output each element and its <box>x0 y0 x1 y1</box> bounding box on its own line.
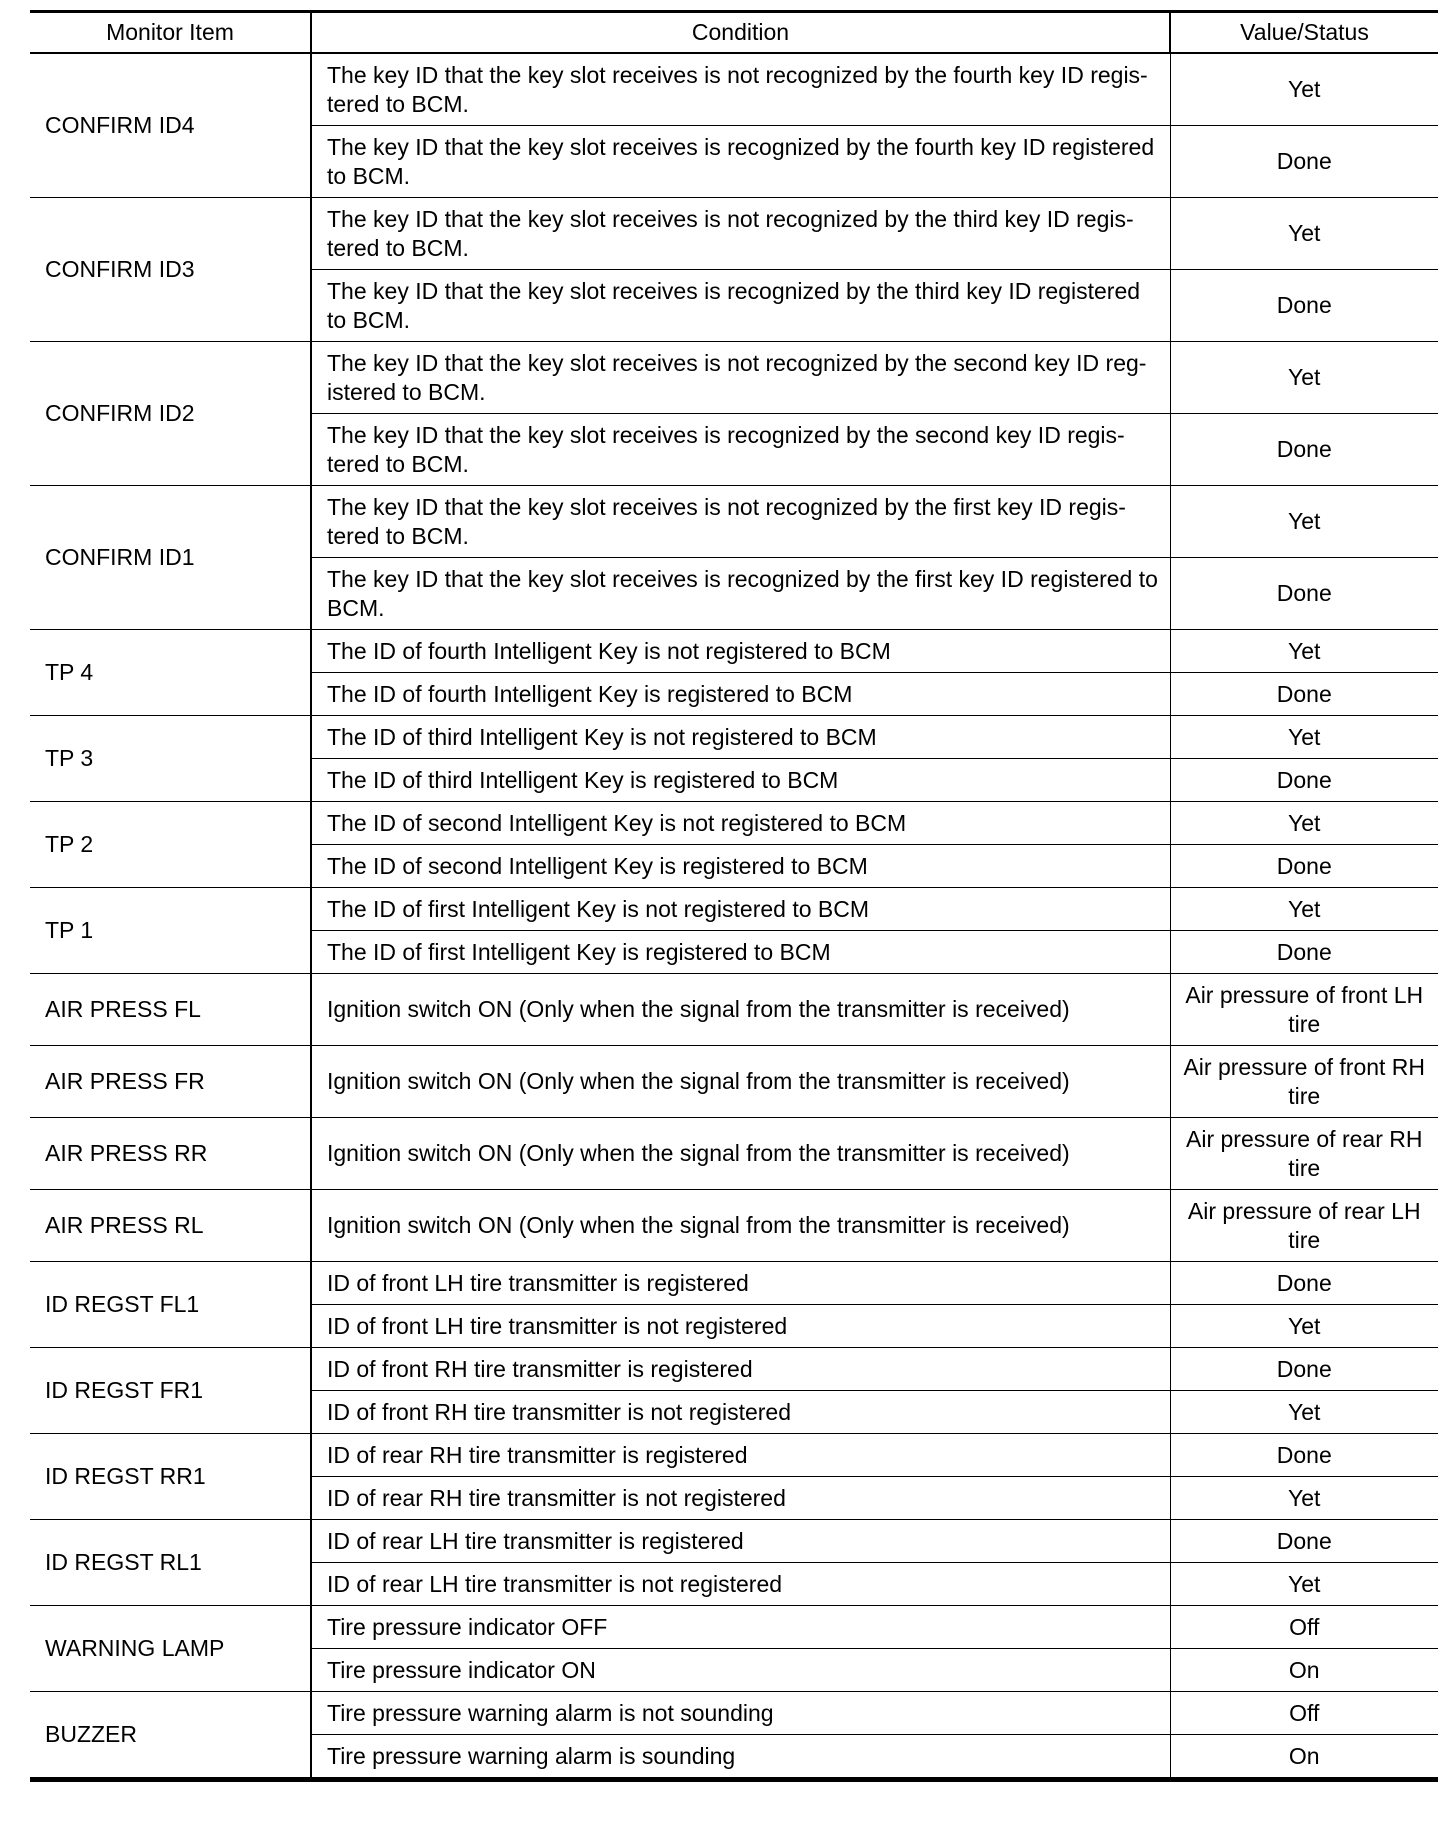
monitor-item-cell: AIR PRESS FR <box>30 1046 311 1118</box>
value-status-cell: Done <box>1170 558 1438 630</box>
value-status-cell: Done <box>1170 414 1438 486</box>
table-row <box>30 198 1438 270</box>
condition-cell: ID of rear LH tire transmitter is not registered <box>311 1563 1170 1606</box>
condition-cell: The key ID that the key slot receives is not recognized by the fourth key ID regis-tered to BCM. <box>311 53 1170 126</box>
monitor-item-cell: AIR PRESS RL <box>30 1190 311 1262</box>
monitor-item-cell: CONFIRM ID4 <box>30 53 311 198</box>
value-status-cell: Yet <box>1170 716 1438 759</box>
condition-cell: ID of rear RH tire transmitter is not registered <box>311 1477 1170 1520</box>
condition-cell: Tire pressure warning alarm is sounding <box>311 1735 1170 1780</box>
monitor-item-cell: AIR PRESS RR <box>30 1118 311 1190</box>
table-row <box>30 1434 1438 1477</box>
value-status-cell: Yet <box>1170 342 1438 414</box>
value-status-cell: Yet <box>1170 486 1438 558</box>
table-row <box>30 486 1438 558</box>
table-row <box>30 1046 1438 1118</box>
table-row <box>30 1692 1438 1735</box>
condition-cell: The ID of first Intelligent Key is not registered to BCM <box>311 888 1170 931</box>
value-status-cell: Air pressure of front LH tire <box>1170 974 1438 1046</box>
value-status-cell: Yet <box>1170 1477 1438 1520</box>
value-status-cell: Off <box>1170 1692 1438 1735</box>
value-status-cell: Yet <box>1170 802 1438 845</box>
table-row <box>30 716 1438 759</box>
monitor-item-cell: TP 1 <box>30 888 311 974</box>
monitor-item-cell: ID REGST FR1 <box>30 1348 311 1434</box>
value-status-cell: Yet <box>1170 888 1438 931</box>
value-status-cell: Done <box>1170 126 1438 198</box>
value-status-cell: Done <box>1170 1348 1438 1391</box>
condition-cell: Ignition switch ON (Only when the signal from the transmitter is received) <box>311 974 1170 1046</box>
value-status-cell: Done <box>1170 270 1438 342</box>
condition-cell: Tire pressure indicator OFF <box>311 1606 1170 1649</box>
condition-cell: Ignition switch ON (Only when the signal from the transmitter is received) <box>311 1046 1170 1118</box>
table-row <box>30 802 1438 845</box>
monitor-item-cell: CONFIRM ID1 <box>30 486 311 630</box>
value-status-cell: Air pressure of rear LH tire <box>1170 1190 1438 1262</box>
value-status-cell: Done <box>1170 1434 1438 1477</box>
condition-cell: The key ID that the key slot receives is not recognized by the first key ID regis-tered to BCM. <box>311 486 1170 558</box>
condition-cell: ID of front RH tire transmitter is registered <box>311 1348 1170 1391</box>
value-status-cell: Yet <box>1170 630 1438 673</box>
table-header-row <box>30 12 1438 54</box>
monitor-item-cell: WARNING LAMP <box>30 1606 311 1692</box>
value-status-cell: Yet <box>1170 53 1438 126</box>
monitor-item-cell: TP 3 <box>30 716 311 802</box>
table-row <box>30 974 1438 1046</box>
table-row <box>30 53 1438 126</box>
value-status-cell: On <box>1170 1735 1438 1780</box>
condition-cell: Tire pressure warning alarm is not sounding <box>311 1692 1170 1735</box>
table-row <box>30 342 1438 414</box>
monitor-item-table <box>30 10 1438 1782</box>
condition-cell: The key ID that the key slot receives is recognized by the third key ID registered to BCM. <box>311 270 1170 342</box>
header-value-status: Value/Status <box>1170 12 1438 54</box>
condition-cell: The key ID that the key slot receives is recognized by the second key ID regis-tered to BCM. <box>311 414 1170 486</box>
monitor-item-cell: ID REGST FL1 <box>30 1262 311 1348</box>
condition-cell: Ignition switch ON (Only when the signal from the transmitter is received) <box>311 1118 1170 1190</box>
value-status-cell: Yet <box>1170 198 1438 270</box>
value-status-cell: Done <box>1170 673 1438 716</box>
condition-cell: The ID of fourth Intelligent Key is not registered to BCM <box>311 630 1170 673</box>
value-status-cell: Air pressure of front RH tire <box>1170 1046 1438 1118</box>
value-status-cell: Done <box>1170 931 1438 974</box>
table-row <box>30 1190 1438 1262</box>
value-status-cell: Done <box>1170 759 1438 802</box>
monitor-item-cell: ID REGST RL1 <box>30 1520 311 1606</box>
table-row <box>30 630 1438 673</box>
table-row <box>30 888 1438 931</box>
condition-cell: The ID of third Intelligent Key is registered to BCM <box>311 759 1170 802</box>
condition-cell: ID of rear LH tire transmitter is registered <box>311 1520 1170 1563</box>
condition-cell: The key ID that the key slot receives is not recognized by the second key ID reg-istered to BCM. <box>311 342 1170 414</box>
header-condition: Condition <box>311 12 1170 54</box>
table-row <box>30 1606 1438 1649</box>
monitor-item-cell: CONFIRM ID3 <box>30 198 311 342</box>
table-row <box>30 1348 1438 1391</box>
condition-cell: The ID of first Intelligent Key is registered to BCM <box>311 931 1170 974</box>
value-status-cell: Yet <box>1170 1305 1438 1348</box>
monitor-item-cell: TP 4 <box>30 630 311 716</box>
value-status-cell: Off <box>1170 1606 1438 1649</box>
monitor-item-cell: AIR PRESS FL <box>30 974 311 1046</box>
table-row <box>30 1262 1438 1305</box>
condition-cell: The key ID that the key slot receives is recognized by the first key ID registered to BCM. <box>311 558 1170 630</box>
condition-cell: The ID of third Intelligent Key is not registered to BCM <box>311 716 1170 759</box>
condition-cell: The key ID that the key slot receives is recognized by the fourth key ID registered to BCM. <box>311 126 1170 198</box>
condition-cell: Tire pressure indicator ON <box>311 1649 1170 1692</box>
value-status-cell: Done <box>1170 1520 1438 1563</box>
value-status-cell: Yet <box>1170 1391 1438 1434</box>
value-status-cell: Yet <box>1170 1563 1438 1606</box>
monitor-item-cell: CONFIRM ID2 <box>30 342 311 486</box>
header-monitor-item: Monitor Item <box>30 12 311 54</box>
table-body <box>30 53 1438 1780</box>
condition-cell: Ignition switch ON (Only when the signal from the transmitter is received) <box>311 1190 1170 1262</box>
value-status-cell: Done <box>1170 845 1438 888</box>
table-row <box>30 1520 1438 1563</box>
condition-cell: The ID of second Intelligent Key is registered to BCM <box>311 845 1170 888</box>
table-row <box>30 1118 1438 1190</box>
condition-cell: ID of front LH tire transmitter is not registered <box>311 1305 1170 1348</box>
condition-cell: The ID of fourth Intelligent Key is registered to BCM <box>311 673 1170 716</box>
monitor-item-cell: ID REGST RR1 <box>30 1434 311 1520</box>
value-status-cell: On <box>1170 1649 1438 1692</box>
condition-cell: ID of front LH tire transmitter is registered <box>311 1262 1170 1305</box>
monitor-item-cell: TP 2 <box>30 802 311 888</box>
value-status-cell: Done <box>1170 1262 1438 1305</box>
value-status-cell: Air pressure of rear RH tire <box>1170 1118 1438 1190</box>
condition-cell: ID of rear RH tire transmitter is registered <box>311 1434 1170 1477</box>
condition-cell: The key ID that the key slot receives is not recognized by the third key ID regis-tered to BCM. <box>311 198 1170 270</box>
condition-cell: The ID of second Intelligent Key is not registered to BCM <box>311 802 1170 845</box>
condition-cell: ID of front RH tire transmitter is not registered <box>311 1391 1170 1434</box>
monitor-item-cell: BUZZER <box>30 1692 311 1780</box>
